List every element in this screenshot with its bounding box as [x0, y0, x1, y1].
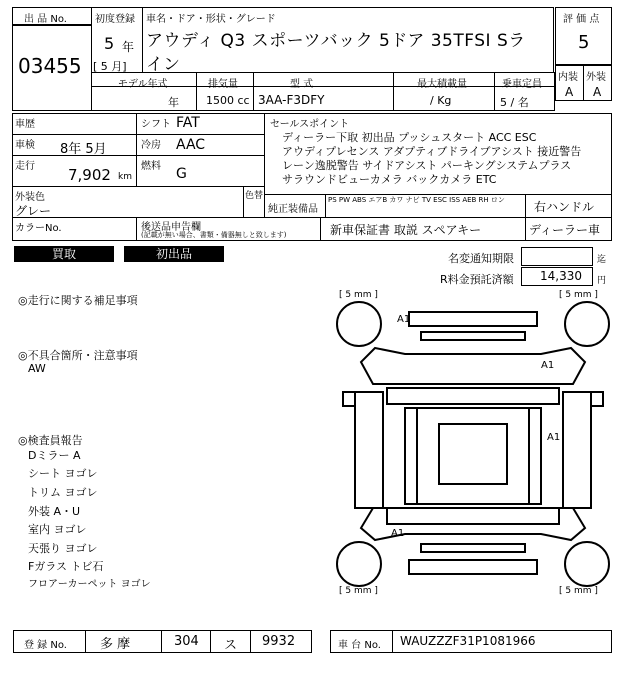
shift-value: FAT [176, 115, 200, 131]
name-change-unit: 迄 [597, 255, 607, 265]
ac-value: AAC [176, 137, 206, 153]
inspector-item: 室内 ヨゴレ [28, 523, 87, 536]
reg-label: 登 録 No. [24, 640, 67, 651]
model-year-label: モデル年式 [118, 79, 168, 90]
first-reg-year: 5 [104, 34, 115, 53]
first-listing-bar: 初出品 [124, 246, 224, 262]
lot-label: 出 品 No. [24, 14, 67, 25]
sales-point-line: アウディプレセンス アダプティブドライブアシスト 接近警告 [282, 145, 582, 158]
interior-label: 内装 [558, 72, 578, 83]
max-load-label: 最大積載量 [417, 79, 467, 90]
name-change-label: 名変通知期限 [448, 252, 514, 265]
tire-rear-left [337, 542, 381, 586]
tire-front-right-depth: [ 5 mm ] [559, 290, 598, 300]
reg-area: 多 摩 [100, 637, 131, 652]
car-diagram [335, 288, 611, 600]
tire-front-left-depth: [ 5 mm ] [339, 290, 378, 300]
recycle-label: R料金預託済額 [440, 273, 514, 286]
reg-kana: ス [224, 638, 238, 653]
equipment-items: PS PW ABS エアB カワ ナビ TV ESC ISS AEB RH ロン [328, 196, 505, 204]
mileage-label: 走行 [15, 161, 35, 172]
inspector-item: フロアーカーペット ヨゴレ [28, 579, 151, 590]
capacity-label: 乗車定員 [502, 79, 542, 90]
exterior-label: 外装 [586, 72, 606, 83]
defects-value: AW [28, 362, 46, 375]
reg-class: 304 [174, 634, 199, 649]
score-label: 評 価 点 [563, 14, 600, 25]
registration-label: 後送品申告欄 [141, 222, 201, 233]
inspector-item: 外装 A・U [28, 505, 81, 518]
shift-label: シフト [141, 119, 171, 130]
sales-point-line: ディーラー下取 初出品 プッシュスタート ACC ESC [282, 131, 537, 144]
chassis-value: WAUZZZF31P1081966 [400, 634, 536, 648]
inspector-item: Fガラス トビ石 [28, 560, 104, 573]
spec-col4 [494, 72, 495, 111]
color-value: グレー [15, 204, 52, 218]
inspector-item: Dミラー A [28, 449, 81, 462]
recycle-unit: 円 [597, 276, 607, 286]
fuel-label: 燃料 [141, 161, 161, 172]
car-name-line1: アウディ Q3 スポーツバック 5ドア 35TFSI Sラ [146, 31, 526, 51]
color-no-label: カラーNo. [15, 223, 62, 234]
inspector-item: 天張り ヨゴレ [28, 542, 98, 555]
tire-front-left [337, 302, 381, 346]
damage-mark: A1 [547, 432, 561, 443]
tire-front-right [565, 302, 609, 346]
mileage-unit: km [118, 172, 132, 182]
registration-note: (記載が無い場合、書類・備器無しと致します) [141, 231, 287, 239]
displacement-label: 排気量 [208, 79, 238, 90]
exterior-grade: A [593, 85, 602, 99]
car-outline-svg [335, 288, 611, 600]
first-reg-label: 初度登録 [95, 14, 135, 25]
inspector-item: シート ヨゴレ [28, 467, 98, 480]
sales-points-title: セールスポイント [270, 119, 350, 130]
inspection-label: 車検 [15, 140, 35, 151]
name-change-box [521, 247, 593, 266]
driving-remarks-title: ◎走行に関する補足事項 [18, 294, 138, 307]
capacity-value: 5 / 名 [500, 96, 529, 109]
sales-point-line: レーン逸脱警告 サイドアシスト パーキングシステムプラス [282, 159, 572, 172]
interior-grade: A [565, 85, 574, 99]
car-name-line2: イン [146, 55, 180, 75]
dealer-value: ディーラー車 [529, 223, 601, 237]
damage-mark: A1 [541, 360, 555, 371]
tire-rear-right [565, 542, 609, 586]
displacement-value: 1500 cc [206, 94, 250, 107]
model-year-unit: 年 [168, 96, 179, 109]
chassis-label: 車 台 No. [338, 640, 381, 651]
tire-rear-left-depth: [ 5 mm ] [339, 586, 378, 596]
max-load-value: / Kg [430, 94, 452, 107]
sales-point-line: サラウンドビューカメラ バックカメラ ETC [282, 173, 497, 186]
score-value: 5 [578, 32, 590, 53]
reg-number: 9932 [262, 634, 296, 649]
recycle-value: 14,330 [540, 269, 582, 283]
inspector-item: トリム ヨゴレ [28, 486, 98, 499]
warranty-value: 新車保証書 取説 スペアキー [330, 223, 482, 237]
car-name-label: 車名・ドア・形状・グレード [146, 14, 276, 25]
first-reg-month: [ 5 月] [93, 60, 127, 73]
color-change-label: 色替 [245, 191, 264, 201]
spec-col2 [253, 72, 254, 111]
damage-mark: A1 [397, 314, 411, 325]
damage-mark: A1 [391, 528, 405, 539]
color-label: 外装色 [15, 192, 45, 203]
type-label: 型 式 [290, 79, 314, 90]
lot-number: 03455 [18, 54, 82, 78]
defects-title: ◎不具合箇所・注意事項 [18, 349, 138, 362]
history-label: 車歴 [15, 119, 35, 130]
ac-label: 冷房 [141, 140, 161, 151]
tire-rear-right-depth: [ 5 mm ] [559, 586, 598, 596]
buy-bar: 買取 [14, 246, 114, 262]
fuel-value: G [176, 166, 187, 182]
type-value: 3AA-F3DFY [258, 93, 325, 107]
equipment-label: 純正装備品 [268, 204, 318, 215]
mileage-value: 7,902 [68, 166, 111, 184]
year-unit: 年 [122, 40, 135, 54]
spec-col1 [196, 72, 197, 111]
inspection-value: 8年 5月 [60, 142, 107, 157]
handle-value: 右ハンドル [534, 200, 595, 214]
inspector-title: ◎検査員報告 [18, 434, 83, 447]
spec-col3 [393, 72, 394, 111]
